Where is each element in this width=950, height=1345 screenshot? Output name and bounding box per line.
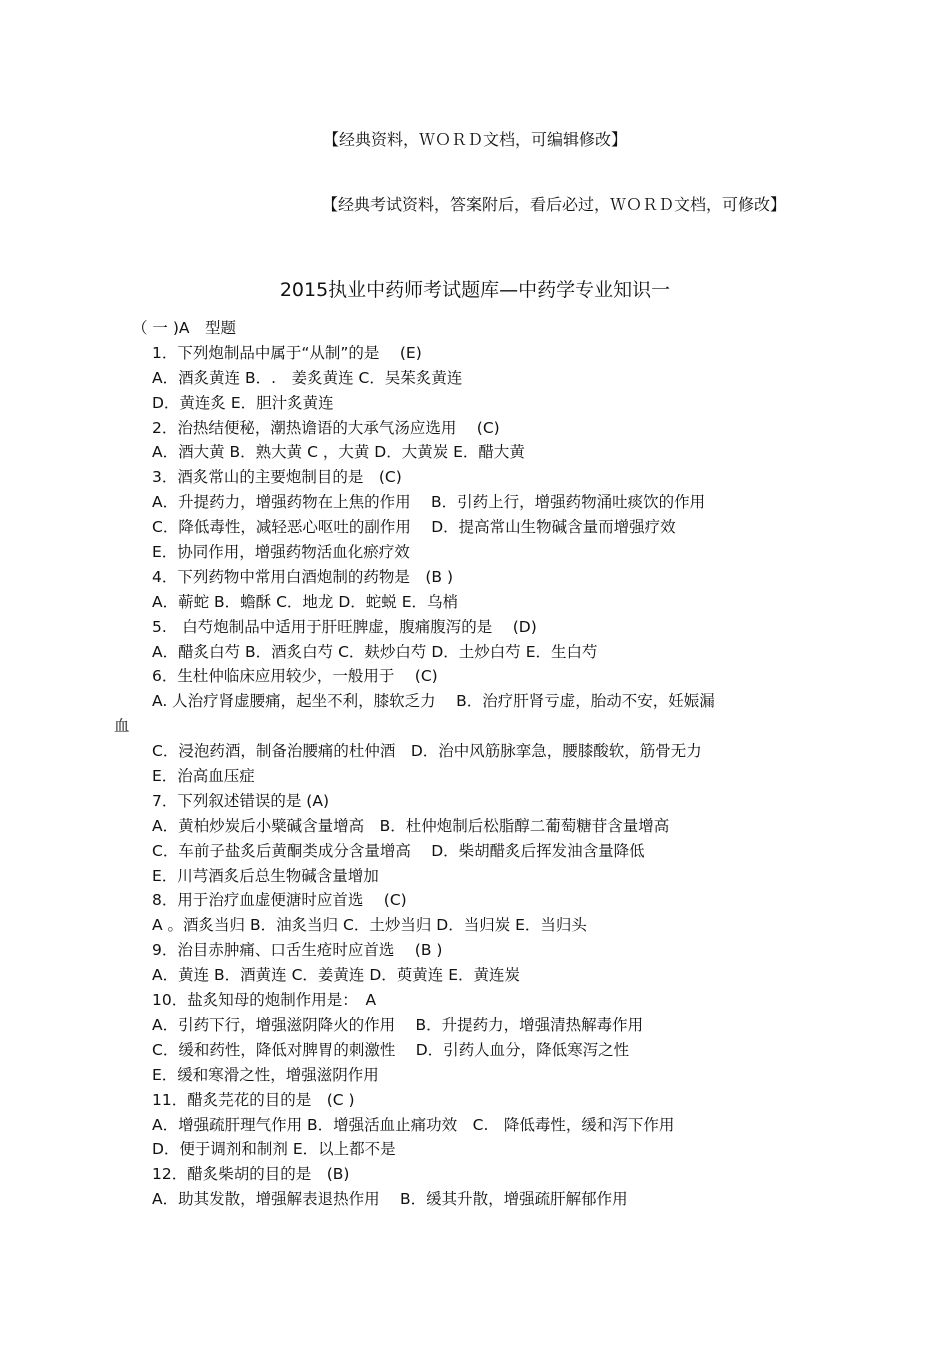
section-heading: （ 一 )A 型题 [132, 319, 237, 337]
question-line: 1．下列炮制品中属于“从制”的是 (E) [152, 343, 422, 362]
option-line: D．黄连炙 E．胆汁炙黄连 [152, 393, 334, 412]
question-line: 8．用于治疗血虚便溏时应首选 (C) [152, 891, 407, 910]
option-line: A．增强疏肝理气作用 B．增强活血止痛功效 C. 降低毒性，缓和泻下作用 [152, 1115, 675, 1134]
option-line: A．酒大黄 B．熟大黄 C ，大黄 D．大黄炭 E．醋大黄 [152, 443, 525, 462]
question-line: 7．下列叙述错误的是 (A) [152, 791, 329, 810]
option-line: A．醋炙白芍 B．酒炙白芍 C．麸炒白芍 D．土炒白芍 E．生白芍 [152, 642, 598, 661]
question-line: 6．生杜仲临床应用较少，一般用于 (C) [152, 667, 438, 686]
document-title: 2015执业中药师考试题库—中药学专业知识一 [279, 279, 671, 301]
question-line: 2．治热结便秘，潮热谵语的大承气汤应选用 (C) [152, 418, 500, 437]
header-note: 【经典资料，ＷＯＲＤ文档，可编辑修改】 [322, 130, 627, 149]
question-line: 11．醋炙芫花的目的是 (C ) [152, 1090, 355, 1109]
option-line: C．缓和药性，降低对脾胃的刺激性 D．引药人血分，降低寒泻之性 [152, 1040, 630, 1059]
option-line: A．蕲蛇 B．蟾酥 C．地龙 D．蛇蜕 E．乌梢 [152, 592, 458, 611]
option-line: E．缓和寒滑之性，增强滋阴作用 [152, 1065, 379, 1084]
option-line: A 。酒炙当归 B．油炙当归 C．土炒当归 D．当归炭 E．当归头 [152, 916, 587, 935]
option-line-wrap: 血 [114, 717, 130, 736]
question-line: 4．下列药物中常用白酒炮制的药物是 (B ) [152, 567, 454, 586]
option-line: A. 人治疗肾虚腰痛，起坐不利，膝软乏力 B．治疗肝肾亏虚，胎动不安，妊娠漏 [152, 692, 715, 711]
option-line: A．助其发散，增强解表退热作用 B．缓其升散，增强疏肝解郁作用 [152, 1190, 628, 1209]
header-note-secondary: 【经典考试资料，答案附后，看后必过，ＷＯＲＤ文档，可修改】 [322, 195, 787, 214]
question-line: 3．酒炙常山的主要炮制目的是 (C) [152, 468, 402, 487]
option-line: A．酒炙黄连 B．. 姜炙黄连 C．吴茱炙黄连 [152, 368, 463, 387]
question-line: 12．醋炙柴胡的目的是 (B) [152, 1165, 350, 1184]
question-line: 5. 白芍炮制品中适用于肝旺脾虚，腹痛腹泻的是 (D) [152, 617, 537, 636]
option-line: C．浸泡药酒，制备治腰痛的杜仲酒 D．治中风筋脉挛急，腰膝酸软，筋骨无力 [152, 742, 702, 761]
option-line: E．治高血压症 [152, 767, 255, 786]
option-line: E．川芎酒炙后总生物碱含量增加 [152, 866, 379, 885]
question-list [114, 316, 824, 1212]
option-line: A．升提药力，增强药物在上焦的作用 B．引药上行，增强药物涌吐痰饮的作用 [152, 493, 706, 512]
question-line: 10．盐炙知母的炮制作用是： A [152, 991, 377, 1010]
option-line: E．协同作用，增强药物活血化瘀疗效 [152, 543, 410, 562]
option-line: C．降低毒性，减轻恶心呕吐的副作用 D．提高常山生物碱含量而增强疗效 [152, 518, 676, 537]
option-line: A．黄柏炒炭后小檗碱含量增高 B．杜仲炮制后松脂醇二葡萄糖苷含量增高 [152, 816, 670, 835]
question-line: 9．治目赤肿痛、口舌生疮时应首选 (B ) [152, 941, 443, 960]
option-line: D．便于调剂和制剂 E．以上都不是 [152, 1140, 396, 1159]
option-line: C．车前子盐炙后黄酮类成分含量增高 D．柴胡醋炙后挥发油含量降低 [152, 841, 645, 860]
option-line: A．黄连 B．酒黄连 C．姜黄连 D．萸黄连 E．黄连炭 [152, 966, 520, 985]
option-line: A．引药下行，增强滋阴降火的作用 B．升提药力，增强清热解毒作用 [152, 1015, 644, 1034]
